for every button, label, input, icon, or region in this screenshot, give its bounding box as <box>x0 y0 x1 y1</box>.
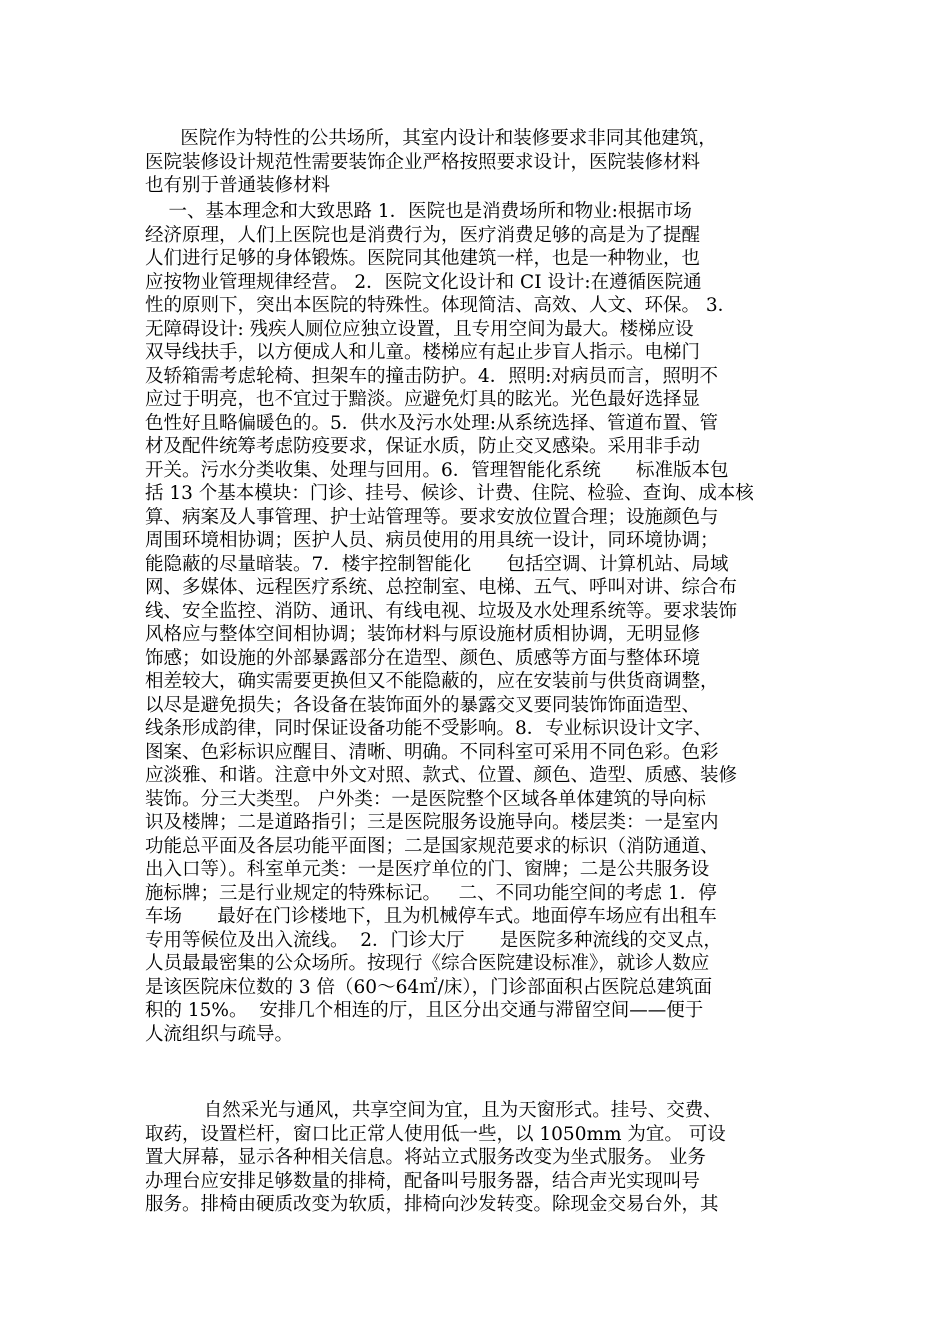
text-line: 应过于明亮，也不宜过于黯淡。应避免灯具的眩光。光色最好选择显 <box>145 389 701 410</box>
text-line: 办理台应安排足够数量的排椅，配备叫号服务器，结合声光实现叫号 <box>145 1170 701 1192</box>
text-line: 服务。排椅由硬质改变为软质，排椅向沙发转变。除现金交易台外，其 <box>145 1194 719 1215</box>
text-line: 算、病案及人事管理、护士站管理等。要求安放位置合理；设施颜色与 <box>145 506 719 528</box>
intro-paragraph <box>145 127 811 198</box>
text-line: 人员最最密集的公众场所。按现行《综合医院建设标准》，就诊人数应 <box>145 953 710 974</box>
text-line: 及轿箱需考虑轮椅、担架车的撞击防护。4．照明:对病员而言，照明不 <box>145 365 719 387</box>
text-line: 识及楼牌；二是道路指引；三是医院服务设施导向。楼层类：一是室内 <box>145 812 719 833</box>
text-line: 医院装修设计规范性需要装饰企业严格按照要求设计，医院装修材料 <box>145 151 701 173</box>
text-line: 相差较大，确实需要更换但又不能隐蔽的，应在安装前与供货商调整， <box>145 671 719 692</box>
text-line: 车场 最好在门诊楼地下，且为机械停车式。地面停车场应有出租车 <box>145 906 717 927</box>
text-line: 人流组织与疏导。 <box>145 1023 294 1045</box>
text-line: 取药，设置栏杆，窗口比正常人使用低一些，以 1050mm 为宜。 可设 <box>145 1123 726 1145</box>
text-line: 网、多媒体、远程医疗系统、总控制室、电梯、五气、呼叫对讲、综合布 <box>145 577 738 598</box>
text-line: 以尽是避免损失；各设备在装饰面外的暴露交叉要同装饰饰面造型、 <box>145 694 701 716</box>
text-line: 应淡雅、和谐。注意中外文对照、款式、位置、颜色、造型、质感、装修 <box>145 765 738 786</box>
main-paragraph <box>145 200 811 1046</box>
text-line: 功能总平面及各层功能平面图；二是国家规范要求的标识（消防通道、 <box>145 835 719 857</box>
text-line: 色性好且略偏暖色的。5．供水及污水处理:从系统选择、管道布置、管 <box>145 412 719 434</box>
text-line: 饰感；如设施的外部暴露部分在造型、颜色、质感等方面与整体环境 <box>145 647 701 669</box>
text-line: 线、安全监控、消防、通讯、有线电视、垃圾及水处理系统等。要求装饰 <box>145 600 738 622</box>
text-line: 风格应与整体空间相协调；装饰材料与原设施材质相协调，无明显修 <box>145 624 701 645</box>
text-line: 专用等候位及出入流线。 2．门诊大厅 是医院多种流线的交叉点， <box>145 929 722 951</box>
text-line: 图案、色彩标识应醒目、清晰、明确。不同科室可采用不同色彩。色彩 <box>145 741 719 763</box>
text-line: 线条形成韵律，同时保证设备功能不受影响。8．专业标识设计文字、 <box>145 718 712 739</box>
text-line: 置大屏幕，显示各种相关信息。将站立式服务改变为坐式服务。 业务 <box>145 1147 706 1168</box>
text-line: 周围环境相协调；医护人员、病员使用的用具统一设计，同环境协调； <box>145 530 719 551</box>
text-line: 装饰。分三大类型。 户外类：一是医院整个区域各单体建筑的导向标 <box>145 788 706 810</box>
text-line: 经济原理，人们上医院也是消费行为，医疗消费足够的高是为了提醒 <box>145 224 701 246</box>
closing-paragraph <box>145 1099 811 1217</box>
text-line: 性的原则下，突出本医院的特殊性。体现简洁、高效、人文、环保。 3． <box>145 295 737 316</box>
text-line: 应按物业管理规律经营。 2．医院文化设计和 CI 设计:在遵循医院通 <box>145 271 702 293</box>
text-line: 括 13 个基本模块：门诊、挂号、候诊、计费、住院、检验、查询、成本核 <box>145 483 754 504</box>
text-line: 开关。污水分类收集、处理与回用。6．管理智能化系统 标准版本包 <box>145 459 729 481</box>
text-line: 积的 15%。 安排几个相连的厅，且区分出交通与滞留空间——便于 <box>145 1000 704 1021</box>
text-line: 材及配件统筹考虑防疫要求，保证水质，防止交叉感染。采用非手动 <box>145 436 701 457</box>
text-line: 自然采光与通风，共享空间为宜，且为天窗形式。挂号、交费、 <box>145 1100 722 1121</box>
text-line: 医院作为特性的公共场所，其室内设计和装修要求非同其他建筑， <box>145 128 717 149</box>
text-line: 出入口等）。科室单元类：一是医疗单位的门、窗牌；二是公共服务设 <box>145 859 710 880</box>
text-line: 人们进行足够的身体锻炼。医院同其他建筑一样，也是一种物业，也 <box>145 248 701 269</box>
text-line: 施标牌；三是行业规定的特殊标记。 二、不同功能空间的考虑 1．停 <box>145 882 717 904</box>
text-line: 也有别于普通装修材料 <box>145 175 331 196</box>
text-line: 双导线扶手，以方便成人和儿童。楼梯应有起止步盲人指示。电梯门 <box>145 342 701 363</box>
text-line: 是该医院床位数的 3 倍（60～64㎡/床），门诊部面积占医院总建筑面 <box>145 976 713 998</box>
text-line: 能隐蔽的尽量暗装。7．楼宇控制智能化 包括空调、计算机站、局域 <box>145 553 729 575</box>
text-line: 无障碍设计: 残疾人厕位应独立设置，且专用空间为最大。楼梯应设 <box>145 318 694 340</box>
text-line: 一、基本理念和大致思路 1．医院也是消费场所和物业:根据市场 <box>145 201 692 222</box>
